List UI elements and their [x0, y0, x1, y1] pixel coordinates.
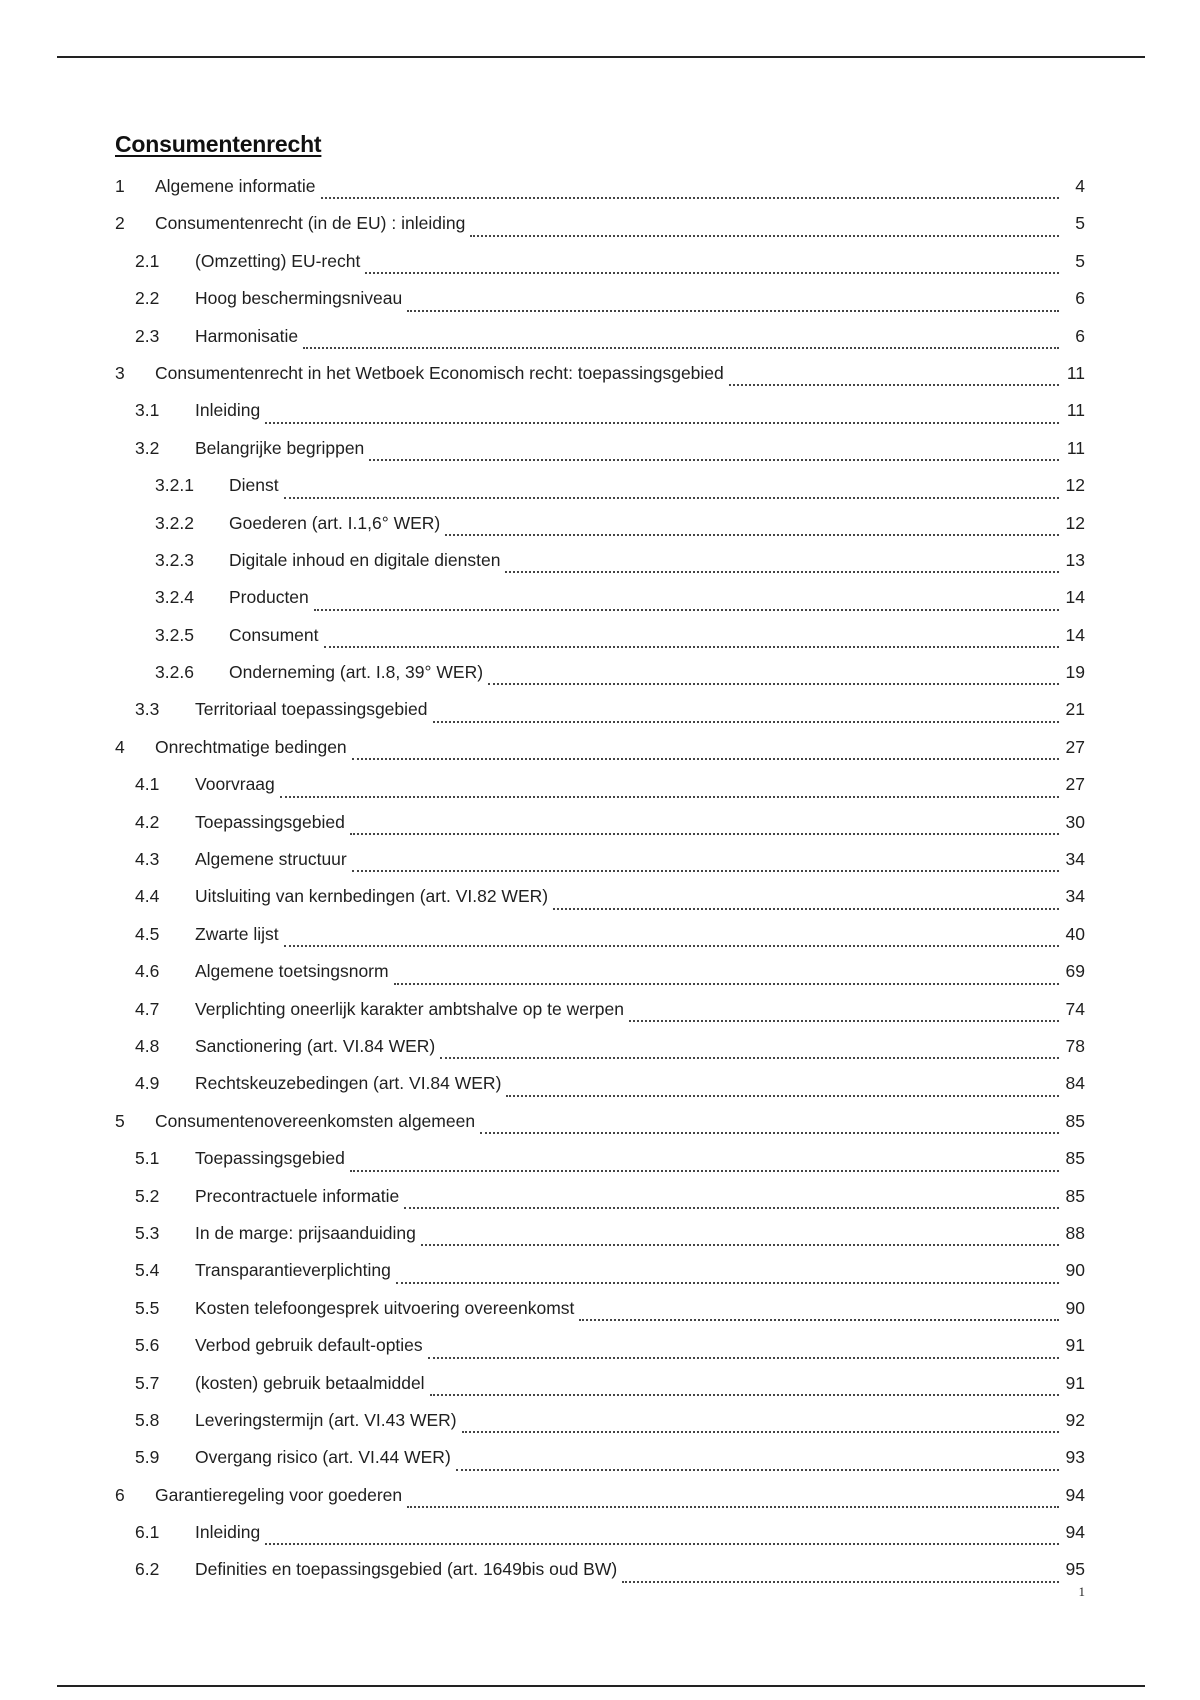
toc-entry-page: 85	[1065, 1185, 1085, 1206]
toc-entry-label: Onderneming (art. I.8, 39° WER)	[229, 662, 484, 683]
toc-entry-page: 4	[1075, 176, 1085, 196]
toc-entry[interactable]	[115, 1410, 1085, 1447]
toc-entry-number: 4	[115, 736, 125, 757]
toc-entry-number: 2.3	[135, 325, 160, 346]
toc-entry-label: Uitsluiting van kernbedingen (art. VI.82 WER)	[195, 886, 549, 907]
toc-entry-label: Consumentenrecht in het Wetboek Economisch recht: toepassingsgebied	[155, 362, 724, 383]
toc-entry[interactable]	[115, 849, 1085, 886]
document-title: Consumentenrecht	[115, 131, 322, 157]
toc-entry-page: 94	[1065, 1484, 1085, 1505]
toc-entry-page: 11	[1066, 400, 1085, 421]
toc-entry-number: 4.3	[135, 849, 160, 870]
toc-entry-number: 4.2	[135, 811, 160, 832]
dot-leader	[629, 1020, 1059, 1022]
toc-entry-label: Leveringstermijn (art. VI.43 WER)	[195, 1409, 457, 1430]
toc-entry-page: 78	[1065, 1035, 1085, 1056]
toc-entry[interactable]	[115, 886, 1085, 923]
toc-entry-number: 3.2.5	[155, 624, 194, 645]
toc-entry-number: 5.8	[135, 1409, 160, 1430]
toc-entry-label: Toepassingsgebied	[195, 1148, 345, 1169]
dot-leader	[407, 1506, 1059, 1508]
toc-entry-page: 40	[1065, 923, 1085, 944]
toc-entry[interactable]	[115, 1559, 1085, 1596]
toc-entry-page: 88	[1065, 1222, 1085, 1243]
page-number: 1	[1078, 1584, 1085, 1599]
dot-leader	[488, 683, 1059, 685]
toc-entry[interactable]	[115, 587, 1085, 624]
toc-entry-label: (kosten) gebruik betaalmiddel	[195, 1372, 425, 1393]
dot-leader	[579, 1319, 1059, 1321]
dot-leader	[352, 870, 1059, 872]
toc-entry-number: 3.2.2	[155, 512, 194, 533]
toc-entry[interactable]	[115, 1335, 1085, 1372]
toc-entry[interactable]	[115, 513, 1085, 550]
dot-leader	[729, 384, 1059, 386]
toc-entry[interactable]	[115, 924, 1085, 961]
toc-entry-page: 21	[1065, 699, 1085, 720]
toc-entry[interactable]	[115, 1148, 1085, 1185]
toc-entry[interactable]	[115, 363, 1085, 400]
toc-entry-label: Hoog beschermingsniveau	[195, 288, 403, 309]
toc-entry-page: 90	[1065, 1260, 1085, 1281]
table-of-contents	[115, 176, 1085, 1597]
toc-entry-label: Digitale inhoud en digitale diensten	[229, 549, 501, 570]
toc-entry-number: 4.5	[135, 923, 160, 944]
toc-entry-page: 85	[1065, 1148, 1085, 1169]
dot-leader	[350, 1170, 1059, 1172]
toc-entry-page: 14	[1065, 624, 1085, 645]
toc-entry[interactable]	[115, 1485, 1085, 1522]
toc-entry-label: Belangrijke begrippen	[195, 437, 365, 458]
toc-entry-label: (Omzetting) EU-recht	[195, 250, 361, 271]
toc-entry-label: Toepassingsgebied	[195, 811, 345, 832]
toc-entry[interactable]	[115, 662, 1085, 699]
toc-entry-number: 2	[115, 213, 125, 234]
toc-entry-page: 5	[1075, 250, 1085, 271]
toc-entry-label: Garantieregeling voor goederen	[155, 1484, 403, 1505]
dot-leader	[324, 646, 1060, 648]
toc-entry-number: 2.1	[135, 250, 160, 271]
toc-entry-label: Onrechtmatige bedingen	[155, 736, 347, 757]
toc-entry[interactable]	[115, 1373, 1085, 1410]
toc-entry-page: 34	[1065, 886, 1085, 907]
dot-leader	[404, 1207, 1059, 1209]
dot-leader	[553, 908, 1059, 910]
toc-entry-page: 34	[1065, 849, 1085, 870]
toc-entry-page: 84	[1065, 1073, 1085, 1094]
toc-entry-label: Algemene toetsingsnorm	[195, 961, 389, 982]
toc-entry[interactable]	[115, 1522, 1085, 1559]
toc-entry-page: 95	[1065, 1559, 1085, 1580]
toc-entry[interactable]	[115, 699, 1085, 736]
toc-entry-page: 6	[1075, 288, 1085, 309]
toc-entry-label: Verplichting oneerlijk karakter ambtshalve op te werpen	[195, 998, 624, 1019]
toc-entry-label: In de marge: prijsaanduiding	[195, 1222, 416, 1243]
toc-entry-number: 5.7	[135, 1372, 160, 1393]
dot-leader	[506, 1095, 1059, 1097]
dot-leader	[265, 1543, 1059, 1545]
dot-leader	[622, 1581, 1059, 1583]
toc-entry-number: 5.1	[135, 1148, 160, 1169]
toc-entry[interactable]	[115, 1111, 1085, 1148]
toc-entry-number: 5	[115, 1110, 125, 1131]
dot-leader	[480, 1132, 1059, 1134]
toc-entry-number: 6	[115, 1484, 125, 1505]
dot-leader	[407, 310, 1059, 312]
dot-leader	[265, 422, 1059, 424]
toc-entry-label: Consumentenovereenkomsten algemeen	[155, 1110, 476, 1131]
toc-entry-number: 4.7	[135, 998, 160, 1019]
toc-entry[interactable]	[115, 1298, 1085, 1335]
toc-entry-number: 5.5	[135, 1297, 160, 1318]
toc-entry-page: 30	[1065, 811, 1085, 832]
dot-leader	[396, 1282, 1059, 1284]
toc-entry[interactable]	[115, 475, 1085, 512]
toc-entry-number: 1	[115, 176, 125, 196]
toc-entry-label: Inleiding	[195, 1522, 261, 1543]
toc-entry-label: Kosten telefoongesprek uitvoering overeenkomst	[195, 1297, 575, 1318]
toc-entry[interactable]	[115, 999, 1085, 1036]
dot-leader	[470, 235, 1059, 237]
toc-entry[interactable]	[115, 1186, 1085, 1223]
toc-entry-page: 27	[1065, 736, 1085, 757]
toc-entry-page: 94	[1065, 1522, 1085, 1543]
dot-leader	[394, 983, 1059, 985]
dot-leader	[440, 1057, 1059, 1059]
dot-leader	[352, 758, 1059, 760]
toc-entry-label: Inleiding	[195, 400, 261, 421]
toc-entry[interactable]	[115, 326, 1085, 363]
toc-entry-number: 4.6	[135, 961, 160, 982]
toc-entry-label: Consumentenrecht (in de EU) : inleiding	[155, 213, 466, 234]
toc-entry-number: 5.2	[135, 1185, 160, 1206]
toc-entry-label: Algemene informatie	[155, 176, 316, 196]
toc-entry-label: Sanctionering (art. VI.84 WER)	[195, 1035, 436, 1056]
toc-entry-label: Producten	[229, 587, 309, 608]
toc-entry-label: Overgang risico (art. VI.44 WER)	[195, 1447, 451, 1468]
toc-entry[interactable]	[115, 1036, 1085, 1073]
dot-leader	[462, 1431, 1059, 1433]
dot-leader	[505, 571, 1059, 573]
toc-entry[interactable]	[115, 1073, 1085, 1110]
toc-entry-page: 85	[1065, 1110, 1085, 1131]
toc-entry[interactable]	[115, 176, 1085, 213]
toc-entry-number: 4.9	[135, 1073, 160, 1094]
dot-leader	[365, 272, 1059, 274]
toc-entry-page: 69	[1065, 961, 1085, 982]
dot-leader	[430, 1394, 1059, 1396]
header-rule	[57, 56, 1145, 58]
dot-leader	[428, 1357, 1059, 1359]
toc-entry-label: Harmonisatie	[195, 325, 299, 346]
toc-entry[interactable]	[115, 288, 1085, 325]
toc-entry-page: 91	[1065, 1372, 1085, 1393]
toc-entry-number: 3.2.1	[155, 475, 194, 496]
toc-entry[interactable]	[115, 550, 1085, 587]
toc-entry-page: 14	[1065, 587, 1085, 608]
dot-leader	[303, 347, 1059, 349]
toc-entry-page: 13	[1065, 549, 1085, 570]
dot-leader	[350, 833, 1059, 835]
toc-entry-label: Definities en toepassingsgebied (art. 1649bis oud BW)	[195, 1559, 618, 1580]
toc-entry-page: 90	[1065, 1297, 1085, 1318]
toc-entry-number: 5.9	[135, 1447, 160, 1468]
toc-entry-number: 3.1	[135, 400, 160, 421]
toc-entry-number: 4.4	[135, 886, 160, 907]
toc-entry-page: 12	[1065, 475, 1085, 496]
toc-entry-label: Transparantieverplichting	[195, 1260, 391, 1281]
toc-entry[interactable]	[115, 961, 1085, 998]
toc-entry[interactable]	[115, 251, 1085, 288]
toc-entry-page: 92	[1065, 1409, 1085, 1430]
toc-entry-label: Territoriaal toepassingsgebied	[195, 699, 428, 720]
toc-entry-number: 4.1	[135, 774, 160, 795]
toc-entry-number: 3.3	[135, 699, 160, 720]
toc-entry-page: 5	[1075, 213, 1085, 234]
toc-entry-number: 6.1	[135, 1522, 160, 1543]
toc-entry-number: 5.4	[135, 1260, 160, 1281]
toc-entry-number: 3.2.6	[155, 662, 194, 683]
dot-leader	[280, 796, 1059, 798]
toc-entry-label: Consument	[229, 624, 319, 645]
toc-entry-number: 4.8	[135, 1035, 160, 1056]
toc-entry-number: 3.2	[135, 437, 160, 458]
dot-leader	[369, 459, 1059, 461]
dot-leader	[433, 721, 1060, 723]
toc-entry-label: Voorvraag	[195, 774, 275, 795]
toc-entry-label: Verbod gebruik default-opties	[195, 1335, 423, 1356]
toc-entry[interactable]	[115, 774, 1085, 811]
dot-leader	[314, 609, 1059, 611]
toc-entry-number: 5.6	[135, 1335, 160, 1356]
toc-entry-label: Zwarte lijst	[195, 923, 279, 944]
toc-entry-page: 27	[1065, 774, 1085, 795]
dot-leader	[321, 197, 1060, 199]
dot-leader	[284, 945, 1059, 947]
toc-entry[interactable]	[115, 737, 1085, 774]
toc-entry[interactable]	[115, 812, 1085, 849]
toc-entry[interactable]	[115, 213, 1085, 250]
toc-entry-number: 5.3	[135, 1222, 160, 1243]
toc-entry-number: 3.2.3	[155, 549, 194, 570]
toc-entry-number: 6.2	[135, 1559, 160, 1580]
toc-entry[interactable]	[115, 1223, 1085, 1260]
dot-leader	[445, 534, 1059, 536]
toc-entry[interactable]	[115, 1447, 1085, 1484]
footer-rule	[57, 1685, 1145, 1687]
toc-entry-page: 91	[1065, 1335, 1085, 1356]
toc-entry-label: Rechtskeuzebedingen (art. VI.84 WER)	[195, 1073, 502, 1094]
toc-entry[interactable]	[115, 1260, 1085, 1297]
dot-leader	[284, 497, 1059, 499]
toc-entry-page: 19	[1065, 662, 1085, 683]
page-content	[115, 124, 1085, 1597]
toc-entry-label: Precontractuele informatie	[195, 1185, 400, 1206]
toc-entry-label: Algemene structuur	[195, 849, 347, 870]
toc-entry-page: 93	[1065, 1447, 1085, 1468]
toc-entry[interactable]	[115, 400, 1085, 437]
toc-entry-label: Goederen (art. I.1,6° WER)	[229, 512, 441, 533]
toc-entry-number: 2.2	[135, 288, 160, 309]
toc-entry-page: 11	[1066, 437, 1085, 458]
toc-entry-label: Dienst	[229, 475, 279, 496]
toc-entry-number: 3	[115, 362, 125, 383]
toc-entry[interactable]	[115, 438, 1085, 475]
toc-entry-page: 12	[1065, 512, 1085, 533]
toc-entry-page: 6	[1075, 325, 1085, 346]
toc-entry[interactable]	[115, 625, 1085, 662]
toc-entry-page: 11	[1066, 362, 1085, 383]
dot-leader	[456, 1469, 1059, 1471]
toc-entry-number: 3.2.4	[155, 587, 194, 608]
dot-leader	[421, 1244, 1059, 1246]
toc-entry-page: 74	[1065, 998, 1085, 1019]
